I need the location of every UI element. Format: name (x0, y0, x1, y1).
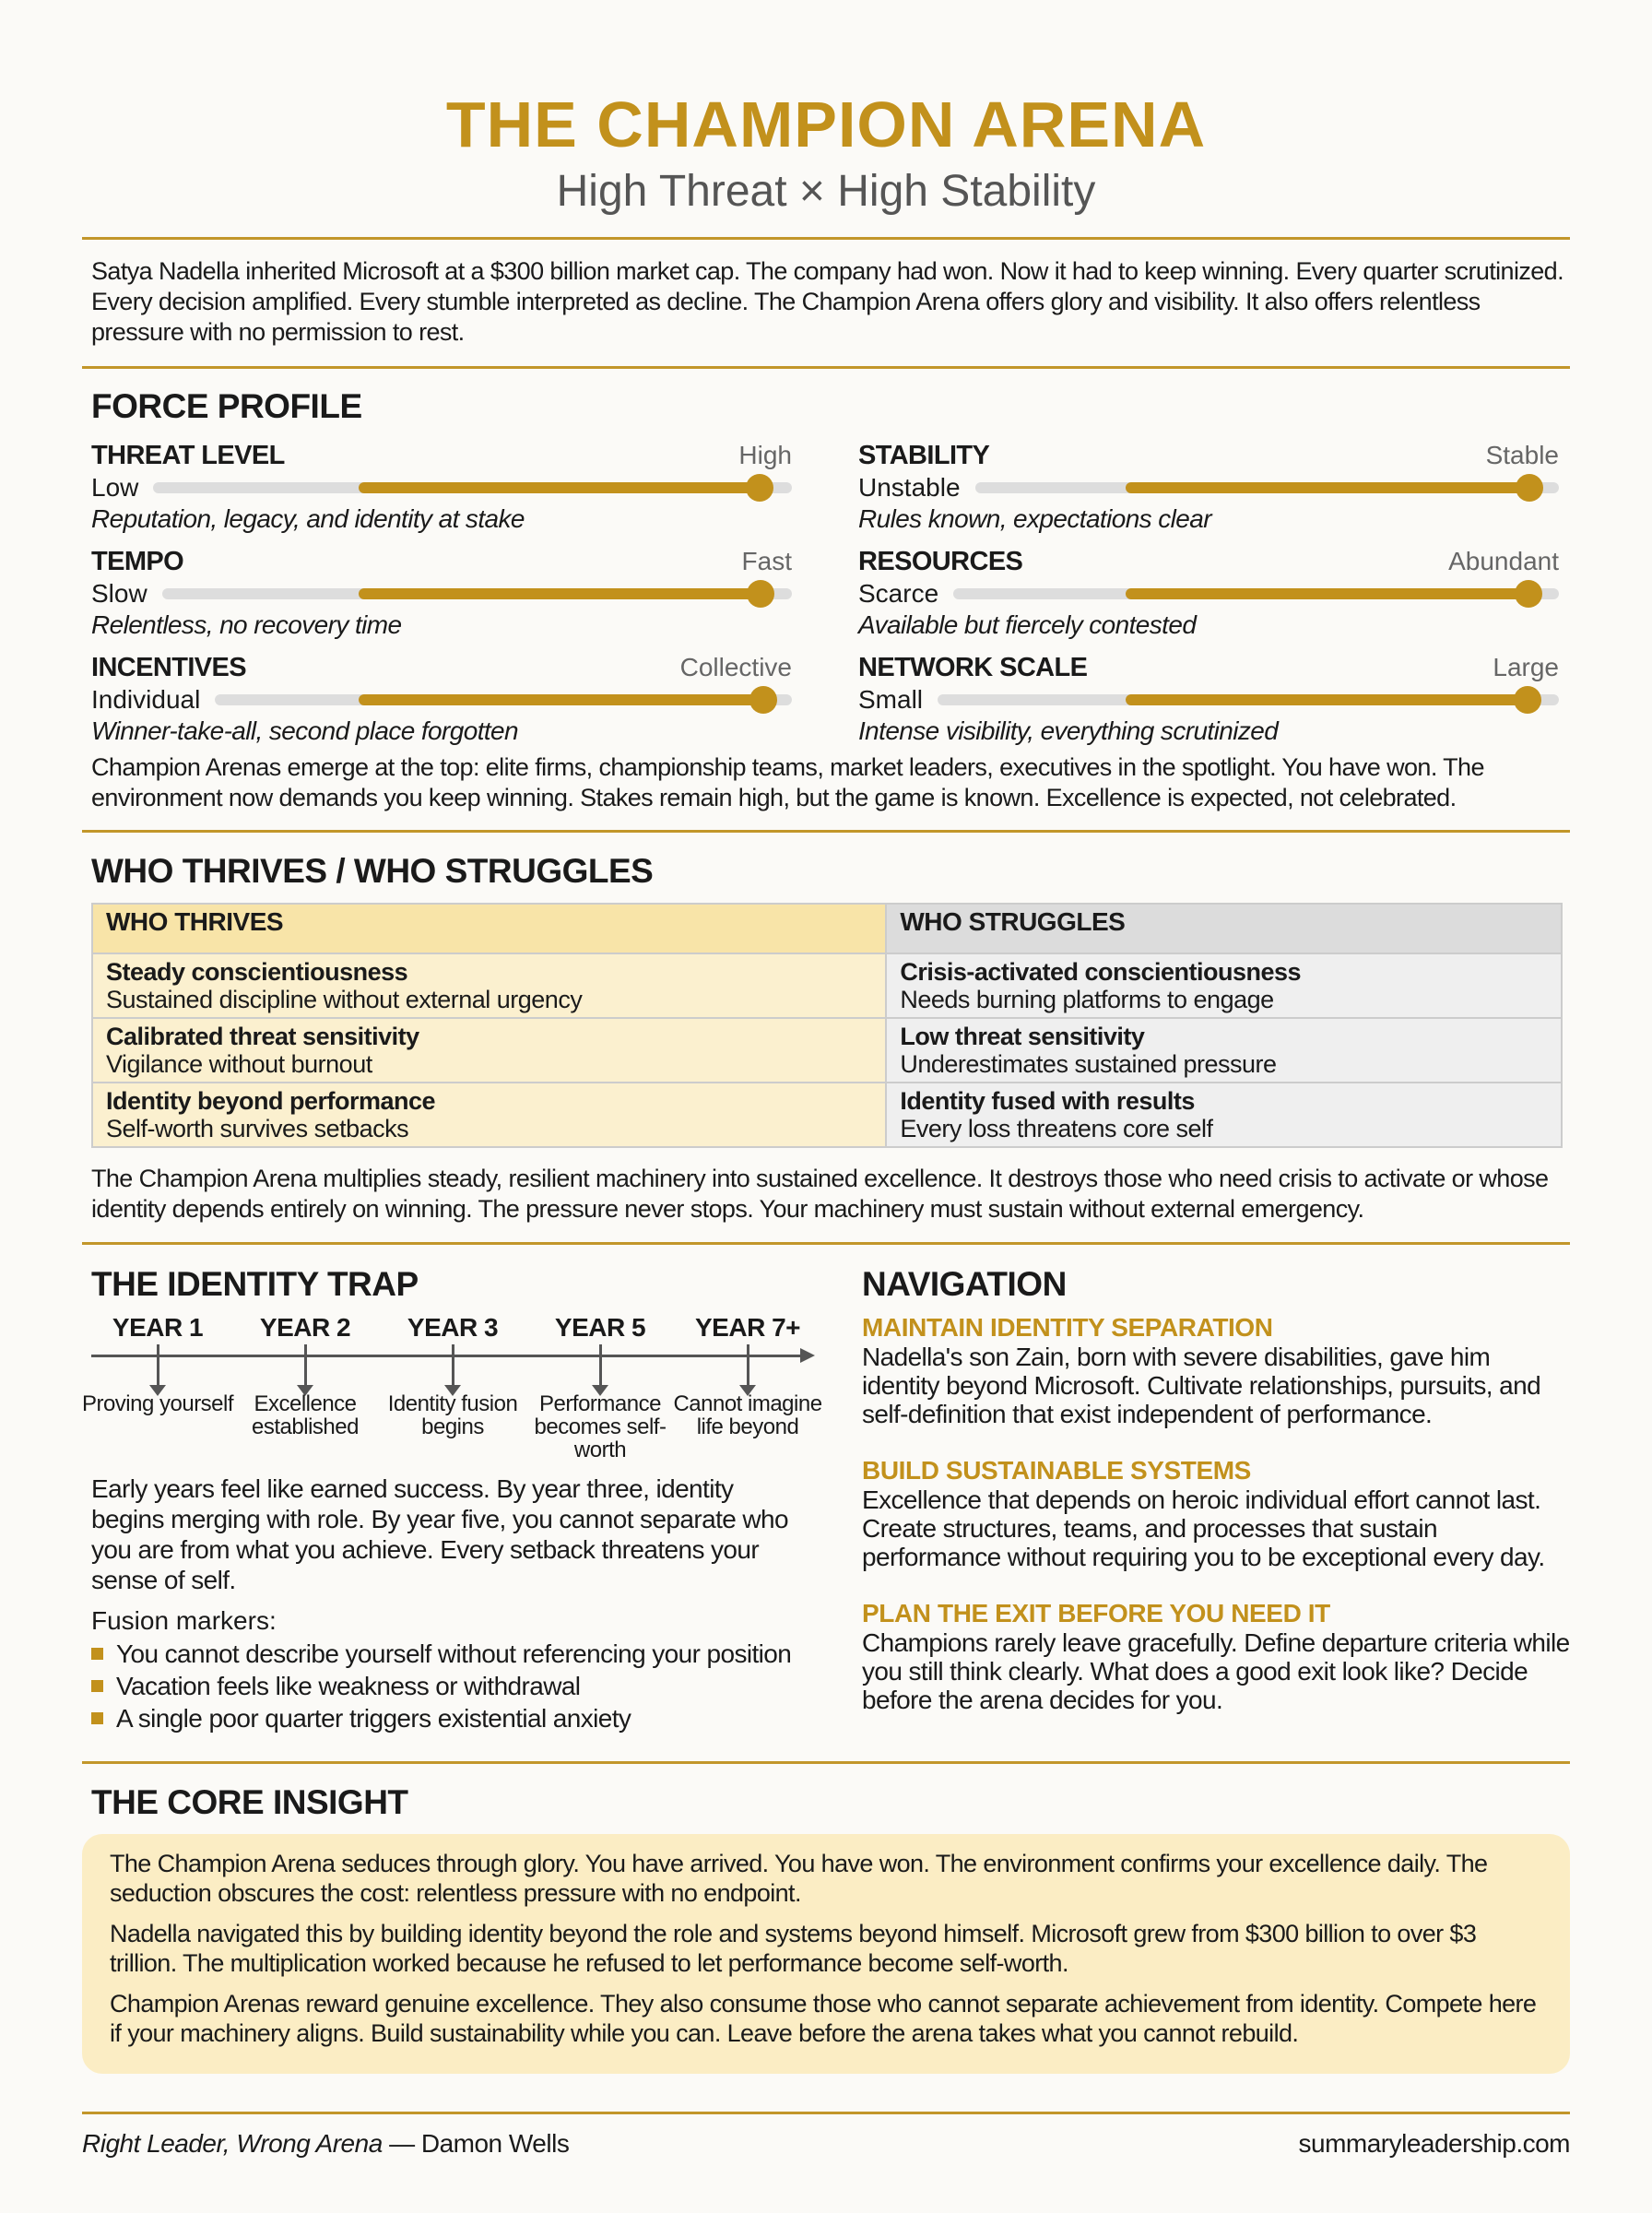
timeline-label: Cannot imagine life beyond (673, 1391, 822, 1439)
force-label: THREAT LEVEL (91, 441, 285, 470)
force-slider-fill (1126, 694, 1528, 705)
divider (82, 1242, 1570, 1245)
page-subtitle: High Threat × High Stability (556, 167, 1096, 216)
col-thrives: WHO THRIVES (92, 904, 886, 953)
force-description: Available but fiercely contested (858, 610, 1197, 639)
timeline-year: YEAR 5 (554, 1313, 646, 1342)
force-slider (153, 482, 792, 493)
navigation-item-title: MAINTAIN IDENTITY SEPARATION (862, 1313, 1273, 1342)
force-slider-knob (1516, 474, 1543, 502)
force-tempo (91, 547, 792, 640)
navigation-item-title: PLAN THE EXIT BEFORE YOU NEED IT (862, 1599, 1330, 1627)
core-insight-paragraph: Champion Arenas reward genuine excellence. They also consume those who cannot separate achievement from identity. Compete here if your machinery aligns. Build sustainability while you can. Leave before the arena takes what you cannot rebuild. (110, 1990, 1537, 2047)
force-slider-fill (359, 694, 763, 705)
force-slider-knob (746, 474, 773, 502)
force-description: Winner-take-all, second place forgotten (91, 716, 518, 745)
force-high-label: High (738, 441, 792, 469)
navigation-heading: NAVIGATION (862, 1265, 1067, 1303)
force-description: Rules known, expectations clear (858, 504, 1211, 533)
timeline-year: YEAR 1 (112, 1313, 204, 1342)
down-arrow-icon (452, 1344, 454, 1391)
force-high-label: Collective (679, 653, 792, 681)
force-profile-heading: FORCE PROFILE (91, 387, 362, 425)
trait-title: Low threat sensitivity (900, 1023, 1145, 1050)
fusion-marker-item (91, 1702, 829, 1734)
trait-desc: Underestimates sustained pressure (900, 1050, 1277, 1078)
intro-text: Satya Nadella inherited Microsoft at a $300 billion market cap. The company had won. Now it had to keep winning. Every quarter scrutinized. Every decision amplified. Every stumble interpreted as decline. The Champion Arena offers glory and visibility. It also offers relentless pressure with no permission to rest. (91, 257, 1564, 346)
trait-title: Crisis-activated conscientiousness (900, 958, 1302, 986)
force-high-label: Abundant (1448, 547, 1559, 575)
table-row (92, 1083, 1562, 1147)
trait-title: Calibrated threat sensitivity (106, 1023, 419, 1050)
force-description: Reputation, legacy, and identity at stake (91, 504, 525, 533)
force-slider-fill (1126, 482, 1529, 493)
force-slider (938, 694, 1559, 705)
force-high-label: Fast (741, 547, 792, 575)
thrives-struggles-table (91, 903, 1563, 1148)
thrives-cell (92, 1018, 886, 1083)
struggles-cell (886, 953, 1562, 1018)
force-high-label: Large (1493, 653, 1559, 681)
navigation-item-text: Excellence that depends on heroic individual effort cannot last. Create structures, teams, and processes that sustain performance without requiring you to be exceptional every day. (862, 1485, 1545, 1571)
trait-desc: Vigilance without burnout (106, 1050, 372, 1078)
navigation-item (862, 1456, 1572, 1571)
trait-title: Identity fused with results (900, 1087, 1195, 1115)
core-insight-heading: THE CORE INSIGHT (91, 1783, 408, 1821)
force-low-label: Unstable (858, 473, 961, 502)
trait-desc: Every loss threatens core self (900, 1115, 1213, 1142)
down-arrow-icon (157, 1344, 159, 1391)
struggles-cell (886, 1018, 1562, 1083)
force-slider-knob (749, 686, 777, 714)
force-slider-fill (359, 588, 761, 599)
bullet-square-icon (91, 1712, 103, 1724)
book-title: Right Leader, Wrong Arena (82, 2129, 383, 2158)
table-row (92, 1018, 1562, 1083)
force-slider-knob (1515, 580, 1542, 608)
core-insight-paragraph: The Champion Arena seduces through glory. You have arrived. You have won. The environment confirms your excellence daily. The seduction obscures the cost: relentless pressure with no endpoint. (110, 1850, 1488, 1907)
force-label: RESOURCES (858, 547, 1023, 576)
force-slider (975, 482, 1559, 493)
fusion-marker-text: Vacation feels like weakness or withdrawal (116, 1672, 581, 1700)
timeline-arrow-icon (800, 1348, 815, 1363)
thrives-cell (92, 1083, 886, 1147)
divider (82, 1761, 1570, 1764)
divider (82, 237, 1570, 240)
navigation-item (862, 1313, 1572, 1428)
timeline-year: YEAR 2 (259, 1313, 351, 1342)
force-low-label: Slow (91, 579, 148, 608)
divider (82, 366, 1570, 369)
force-description: Intense visibility, everything scrutinized (858, 716, 1279, 745)
identity-trap-heading: THE IDENTITY TRAP (91, 1265, 419, 1303)
trait-desc: Needs burning platforms to engage (900, 986, 1274, 1013)
fusion-marker-text: You cannot describe yourself without referencing your position (116, 1639, 792, 1668)
force-high-label: Stable (1485, 441, 1559, 469)
col-struggles: WHO STRUGGLES (886, 904, 1562, 953)
table-row (92, 953, 1562, 1018)
footer-site-link[interactable]: summaryleadership.com (1298, 2129, 1570, 2158)
force-resources (858, 547, 1559, 640)
trait-title: Steady conscientiousness (106, 958, 408, 986)
down-arrow-icon (747, 1344, 749, 1391)
navigation-item-text: Nadella's son Zain, born with severe disabilities, gave him identity beyond Microsoft. Cultivate relationships, pursuits, and self-definition that exist independent of performance. (862, 1343, 1541, 1428)
bullet-square-icon (91, 1648, 103, 1660)
fusion-markers-label: Fusion markers: (91, 1606, 277, 1635)
identity-paragraph: Early years feel like earned success. By year three, identity begins merging with role. By year five, you cannot separate who you are from what you achieve. Every setback threatens your sense of self. (91, 1474, 788, 1594)
force-label: TEMPO (91, 547, 184, 576)
thrives-summary: The Champion Arena multiplies steady, resilient machinery into sustained excellence. It destroys those who need crisis to activate or whose identity depends entirely on winning. The pressure never stops. Your machinery must sustain without external emergency. (91, 1165, 1549, 1223)
struggles-cell (886, 1083, 1562, 1147)
page-title: THE CHAMPION ARENA (445, 89, 1207, 160)
force-description: Relentless, no recovery time (91, 610, 402, 639)
thrives-heading: WHO THRIVES / WHO STRUGGLES (91, 852, 654, 890)
down-arrow-icon (304, 1344, 307, 1391)
navigation-list (862, 1313, 1572, 1742)
force-low-label: Individual (91, 685, 201, 714)
timeline-year: YEAR 7+ (695, 1313, 800, 1342)
force-slider-fill (1126, 588, 1528, 599)
trait-desc: Self-worth survives setbacks (106, 1115, 409, 1142)
force-low-label: Scarce (858, 579, 939, 608)
force-label: INCENTIVES (91, 653, 247, 682)
timeline-label: Excellence established (252, 1391, 359, 1439)
force-summary: Champion Arenas emerge at the top: elite firms, championship teams, market leaders, executives in the spotlight. You have won. The environment now demands you keep winning. Stakes remain high, but the game is known. Excellence is expected, not celebrated. (91, 753, 1484, 811)
footer-credit (82, 2129, 569, 2159)
timeline-label: Performance becomes self-worth (534, 1391, 667, 1462)
core-insight-box (82, 1834, 1570, 2074)
force-label: NETWORK SCALE (858, 653, 1088, 682)
force-slider-fill (359, 482, 760, 493)
timeline-axis (91, 1355, 801, 1357)
force-slider (953, 588, 1559, 599)
fusion-marker-item (91, 1670, 829, 1702)
down-arrow-icon (599, 1344, 602, 1391)
timeline-label: Identity fusion begins (387, 1391, 518, 1439)
timeline-year: YEAR 3 (407, 1313, 499, 1342)
force-slider-knob (747, 580, 774, 608)
fusion-markers-list (91, 1638, 829, 1734)
force-label: STABILITY (858, 441, 990, 470)
fusion-marker-item (91, 1638, 829, 1670)
force-incentives (91, 653, 792, 746)
bullet-square-icon (91, 1680, 103, 1692)
force-slider (162, 588, 792, 599)
trait-desc: Sustained discipline without external urgency (106, 986, 583, 1013)
divider (82, 830, 1570, 833)
core-insight-paragraph: Nadella navigated this by building identity beyond the role and systems beyond himself. Microsoft grew from $300 billion to over $3 trillion. The multiplication worked because he refused to let performance become self-worth. (110, 1920, 1477, 1977)
navigation-item-title: BUILD SUSTAINABLE SYSTEMS (862, 1456, 1251, 1485)
force-threat-level (91, 441, 792, 534)
timeline-label: Proving yourself (81, 1391, 234, 1416)
divider (82, 2112, 1570, 2114)
force-slider (215, 694, 792, 705)
force-stability (858, 441, 1559, 534)
force-network-scale (858, 653, 1559, 746)
force-low-label: Small (858, 685, 924, 714)
force-low-label: Low (91, 473, 139, 502)
thrives-cell (92, 953, 886, 1018)
force-slider-knob (1514, 686, 1541, 714)
trait-title: Identity beyond performance (106, 1087, 436, 1115)
navigation-item (862, 1599, 1572, 1714)
fusion-marker-text: A single poor quarter triggers existential anxiety (116, 1704, 631, 1733)
navigation-item-text: Champions rarely leave gracefully. Define departure criteria while you still think clearly. What does a good exit look like? Decide before the arena decides for you. (862, 1628, 1570, 1714)
author: — Damon Wells (389, 2129, 570, 2158)
